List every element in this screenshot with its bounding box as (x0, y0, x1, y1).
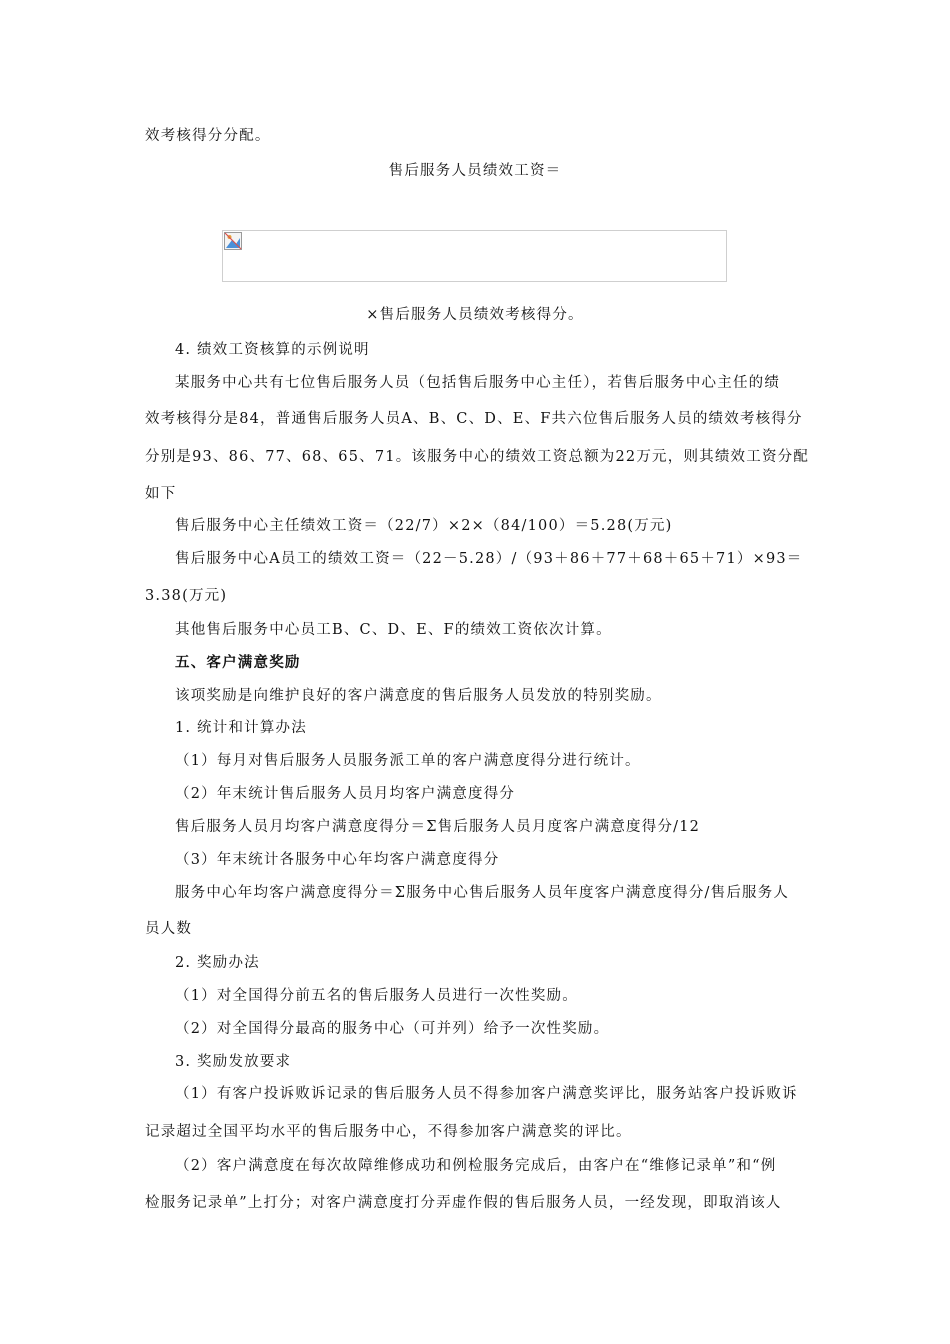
text-line: 分别是93、86、77、68、65、71。该服务中心的绩效工资总额为22万元，则其绩效工资分配 (145, 449, 810, 465)
text-line: 员人数 (145, 921, 193, 937)
text-line: （1）有客户投诉败诉记录的售后服务人员不得参加客户满意奖评比，服务站客户投诉败诉 (175, 1086, 798, 1102)
text-line: （2）对全国得分最高的服务中心（可并列）给予一次性奖励。 (175, 1021, 610, 1037)
text-line: （1）每月对售后服务人员服务派工单的客户满意度得分进行统计。 (175, 753, 641, 769)
broken-image-icon (224, 232, 242, 250)
section-heading: 五、客户满意奖励 (175, 654, 301, 671)
text-line: （2）年末统计售后服务人员月均客户满意度得分 (175, 786, 516, 802)
text-line: 其他售后服务中心员工B、C、D、E、F的绩效工资依次计算。 (175, 622, 612, 638)
text-line: 该项奖励是向维护良好的客户满意度的售后服务人员发放的特别奖励。 (175, 688, 662, 704)
formula-line: 售后服务中心A员工的绩效工资＝（22－5.28）/（93＋86＋77＋68＋65＋71）×93＝ (175, 551, 803, 567)
text-line: 某服务中心共有七位售后服务人员（包括售后服务中心主任），若售后服务中心主任的绩 (175, 375, 781, 391)
section-heading: 2. 奖励办法 (175, 955, 260, 971)
text-line: 检服务记录单”上打分；对客户满意度打分弄虚作假的售后服务人员，一经发现，即取消该人 (145, 1195, 782, 1211)
section-heading: 3. 奖励发放要求 (175, 1054, 292, 1070)
text-line: （1）对全国得分前五名的售后服务人员进行一次性奖励。 (175, 988, 578, 1004)
formula-line: 售后服务中心主任绩效工资＝（22/7）×2×（84/100）＝5.28(万元) (175, 518, 673, 534)
formula-title: 售后服务人员绩效工资＝ (388, 163, 562, 179)
text-line: 记录超过全国平均水平的售后服务中心，不得参加客户满意奖的评比。 (145, 1124, 632, 1140)
text-line: （3）年末统计各服务中心年均客户满意度得分 (175, 852, 500, 868)
formula-line: 3.38(万元) (145, 588, 228, 604)
text-line: 如下 (145, 486, 177, 502)
text-line: 效考核得分分配。 (145, 128, 271, 144)
text-line: （2）客户满意度在每次故障维修成功和例检服务完成后，由客户在“维修记录单”和“例 (175, 1158, 777, 1174)
formula-line: 服务中心年均客户满意度得分＝Σ服务中心售后服务人员年度客户满意度得分/售后服务人 (175, 885, 790, 901)
section-heading: 4. 绩效工资核算的示例说明 (175, 342, 370, 358)
formula-tail: ×售后服务人员绩效考核得分。 (366, 307, 584, 323)
text-line: 效考核得分是84，普通售后服务人员A、B、C、D、E、F共六位售后服务人员的绩效考核得分 (145, 411, 803, 427)
formula-image-placeholder (222, 230, 727, 282)
formula-line: 售后服务人员月均客户满意度得分＝Σ售后服务人员月度客户满意度得分/12 (175, 819, 701, 835)
section-heading: 1. 统计和计算办法 (175, 720, 307, 736)
